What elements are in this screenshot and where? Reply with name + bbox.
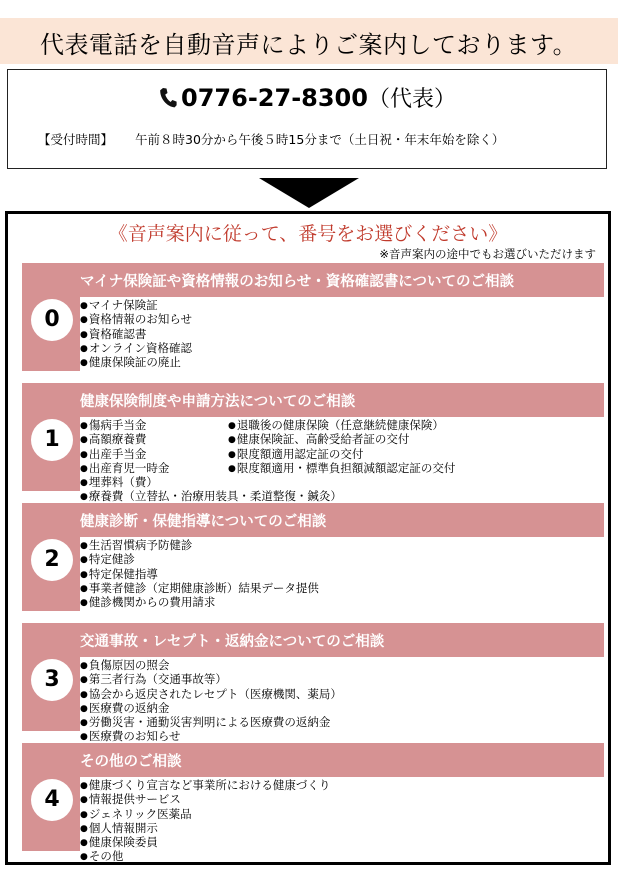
phone-suffix: （代表） <box>367 87 456 112</box>
menu-option-2 <box>22 503 604 611</box>
list-item: ● 傷病手当金 <box>80 419 342 433</box>
section-body <box>80 657 604 744</box>
list-item: ● マイナ保険証 <box>80 299 192 313</box>
option-number-badge: 2 <box>31 539 73 581</box>
list-item: ● 資格情報のお知らせ <box>80 313 192 327</box>
list-item: ● 高額療養費 <box>80 433 342 447</box>
phone-number: 0776-27-8300 <box>181 84 368 112</box>
list-item: ● 健診機関からの費用請求 <box>80 596 319 610</box>
instruction-title: 《音声案内に従って、番号をお選びください》 <box>108 223 508 245</box>
list-item: ● 第三者行為（交通事故等） <box>80 673 342 687</box>
instruction-note: ※音声案内の途中でもお選びいただけます <box>379 247 596 261</box>
option-number-badge: 1 <box>31 419 73 461</box>
section-heading: マイナ保険証や資格情報のお知らせ・資格確認書についてのご相談 <box>80 274 514 290</box>
list-item: ● 負傷原因の照会 <box>80 659 342 673</box>
section-body <box>80 297 604 371</box>
option-number-badge: 4 <box>31 779 73 821</box>
list-item: ● 退職後の健康保険（任意継続健康保険） <box>228 419 455 433</box>
phone-icon <box>158 87 178 115</box>
list-item: ● 出産育児一時金 <box>80 462 342 476</box>
item-list-left <box>80 539 319 610</box>
section-heading: その他のご相談 <box>80 754 182 770</box>
list-item: ● 限度額適用・標準負担額減額認定証の交付 <box>228 462 455 476</box>
list-item: ● 協会から返戻されたレセプト（医療機関、薬局） <box>80 688 342 702</box>
phone-info-box <box>7 69 607 169</box>
item-list-left <box>80 779 330 865</box>
list-item: ● その他 <box>80 850 330 864</box>
list-item: ● 生活習慣病予防健診 <box>80 539 319 553</box>
list-item: ● 医療費のお知らせ <box>80 730 342 744</box>
list-item: ● 特定健診 <box>80 553 319 567</box>
section-heading: 健康保険制度や申請方法についてのご相談 <box>80 394 356 410</box>
list-item: ● オンライン資格確認 <box>80 342 192 356</box>
list-item: ● 特定保健指導 <box>80 568 319 582</box>
list-item: ● 事業者健診（定期健康診断）結果データ提供 <box>80 582 319 596</box>
option-number-badge: 0 <box>31 299 73 341</box>
down-arrow-icon <box>259 178 359 208</box>
hours-text: 午前８時30分から午後５時15分まで（土日祝・年末年始を除く） <box>135 132 505 147</box>
announcement-banner <box>0 18 618 64</box>
item-list-left <box>80 299 192 370</box>
menu-option-1 <box>22 383 604 504</box>
section-body <box>80 537 604 611</box>
reception-hours <box>38 130 504 148</box>
menu-option-4 <box>22 743 604 864</box>
item-list-left <box>80 659 342 745</box>
hours-label: 【受付時間】 <box>38 132 114 147</box>
option-number-badge: 3 <box>31 659 73 701</box>
section-body <box>80 417 604 504</box>
list-item: ● 個人情報開示 <box>80 822 330 836</box>
list-item: ● 健康保険証、高齢受給者証の交付 <box>228 433 455 447</box>
item-list-right <box>228 419 455 476</box>
menu-option-3 <box>22 623 604 744</box>
list-item: ● 療養費（立替払・治療用装具・柔道整復・鍼灸） <box>80 490 342 504</box>
menu-option-0 <box>22 263 604 371</box>
section-body <box>80 777 604 864</box>
list-item: ● ジェネリック医薬品 <box>80 808 330 822</box>
list-item: ● 埋葬料（費） <box>80 476 342 490</box>
list-item: ● 出産手当金 <box>80 448 342 462</box>
list-item: ● 健康保険証の廃止 <box>80 356 192 370</box>
section-heading: 交通事故・レセプト・返納金についてのご相談 <box>80 634 385 650</box>
menu-guide-box <box>5 211 611 865</box>
list-item: ● 健康づくり宣言など事業所における健康づくり <box>80 779 330 793</box>
banner-text: 代表電話を自動音声によりご案内しております。 <box>40 31 578 59</box>
list-item: ● 労働災害・通勤災害判明による医療費の返納金 <box>80 716 342 730</box>
section-heading: 健康診断・保健指導についてのご相談 <box>80 514 327 530</box>
list-item: ● 資格確認書 <box>80 328 192 342</box>
list-item: ● 限度額適用認定証の交付 <box>228 448 455 462</box>
phone-line <box>8 82 606 115</box>
list-item: ● 情報提供サービス <box>80 793 330 807</box>
list-item: ● 医療費の返納金 <box>80 702 342 716</box>
list-item: ● 健康保険委員 <box>80 836 330 850</box>
